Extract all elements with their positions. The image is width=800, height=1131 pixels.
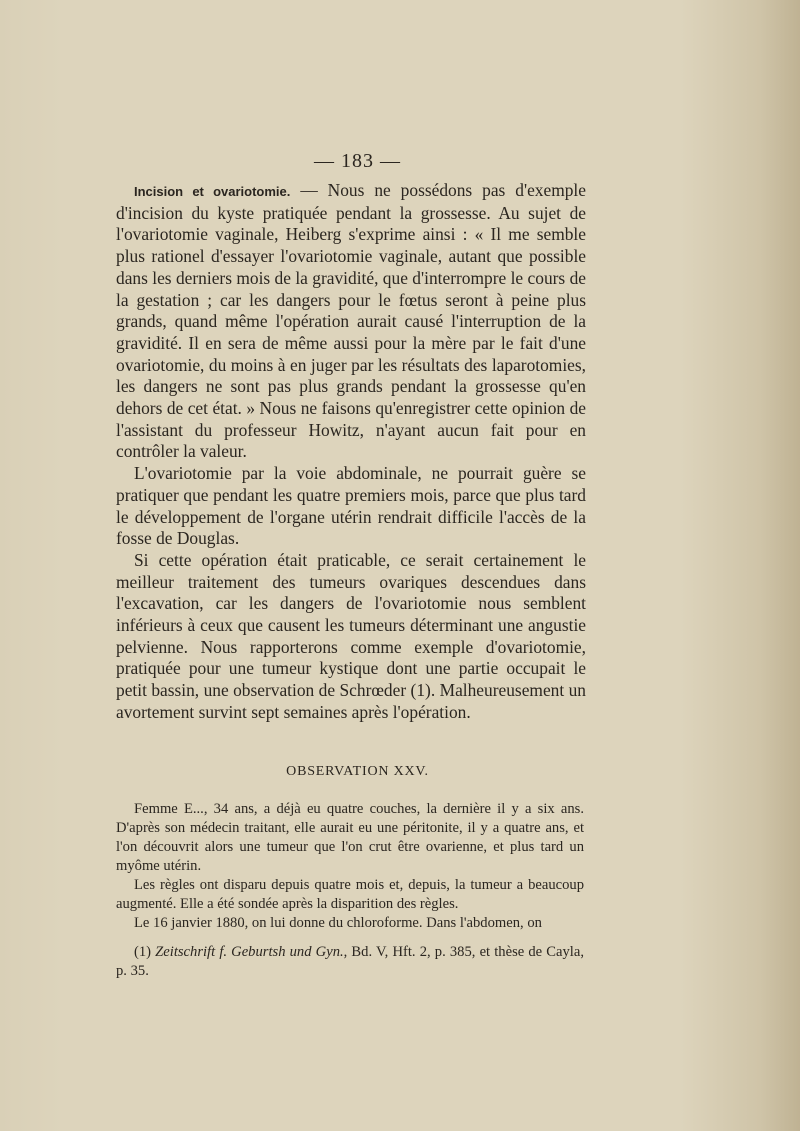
observation-paragraph-2: Les règles ont disparu depuis quatre mois et, depuis, la tumeur a beaucoup augmenté. Elle a été sondée après la disparition des règles. [116, 877, 584, 912]
observation-heading: OBSERVATION XXV. [286, 764, 429, 779]
observation-paragraph-3: Le 16 janvier 1880, on lui donne du chloroforme. Dans l'abdomen, on [134, 915, 542, 931]
main-body-text [116, 180, 586, 724]
page-number: — 183 — [314, 150, 401, 172]
observation-paragraph-1: Femme E..., 34 ans, a déjà eu quatre couches, la dernière il y a six ans. D'après son médecin traitant, elle aurait eu une péritonite, il y a quatre ans, et l'on découvrit alors une tumeur que l'on crut être ovarienne, et plus tard un myôme utérin. [116, 801, 584, 874]
footnote-source: Zeitschrift f. Geburtsh und Gyn. [155, 944, 344, 960]
section-paragraph-1 [116, 180, 586, 463]
section-paragraph-2: L'ovariotomie par la voie abdominale, ne pourrait guère se pratiquer que pendant les quatre premiers mois, parce que plus tard le développement de l'organe utérin rendrait difficile l'accès de la fosse de Douglas. [116, 463, 586, 549]
section-paragraph-3: Si cette opération était praticable, ce serait certainement le meilleur traitement des tumeurs ovariques descendues dans l'excavation, car les dangers de l'ovariotomie nous semblent inférieurs à ceux que causent les tumeurs déterminant une angustie pelvienne. Nous rapporterons comme exemple d'ovariotomie, pratiquée pour une tumeur kystique dont une partie occupait le petit bassin, une observation de Schrœder (1). Malheureusement un avortement survint sept semaines après l'opération. [116, 549, 586, 722]
section-paragraph-1-text: — Nous ne possédons pas d'exemple d'incision du kyste pratiquée pendant la grossesse. Au sujet de l'ovariotomie vaginale, Heiberg s'exprime ainsi : « Il me semble plus rationel d'essayer l'ovariotomie vaginale, autant que possible dans les derniers mois de la gravidité, que d'interrompre le cours de la gestation ; car les dangers pour le fœtus seront à peine plus grands, quand même l'opération aurait causé l'interruption de la gravidité. Il en sera de même aussi pour la mère par le fait d'une ovariotomie, du moins à en juger par les résultats des laparotomies, les dangers ne sont pas plus grands pendant la grossesse qu'en dehors de cet état. » Nous ne faisons qu'enregistrer cette opinion de l'assistant du professeur Howitz, n'ayant aucun fait pour en contrôler la valeur. [116, 180, 586, 462]
footnote-marker: (1) [134, 944, 156, 960]
footnote [116, 943, 584, 981]
observation-text [116, 800, 584, 933]
footnote-rest: , Bd. V, Hft. 2, p. 385, et thèse de Cayla, p. 35. [116, 944, 584, 979]
section-heading: Incision et ovariotomie. [134, 184, 291, 199]
